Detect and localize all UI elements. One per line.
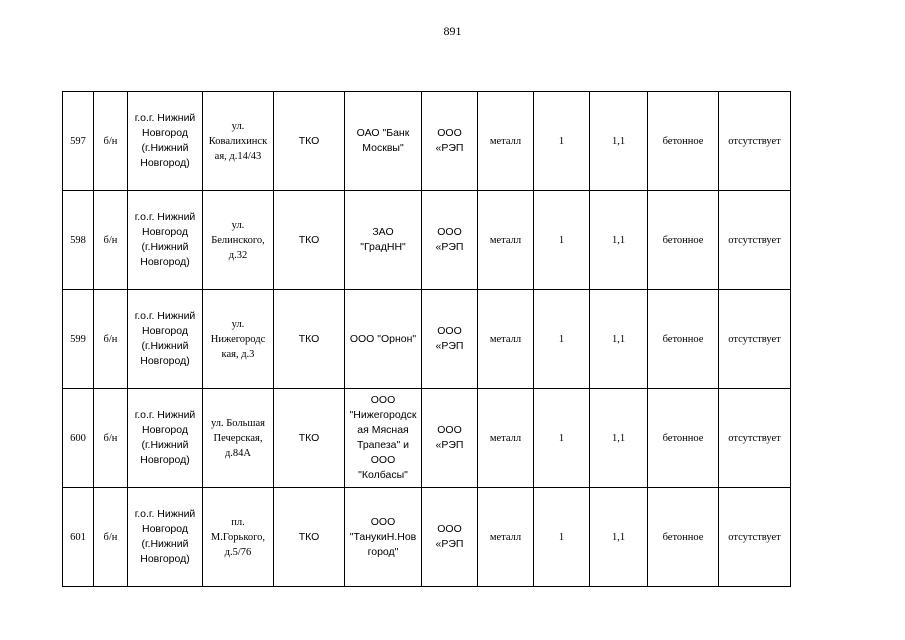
district-text: г.о.г. Нижний Новгород (г.Нижний Новгород) (134, 310, 196, 367)
fence-cell: отсутствует (719, 488, 791, 587)
page-number: 891 (443, 24, 462, 38)
row-number-cell: 599 (63, 290, 94, 389)
owner-text: ООО "Орнон" (349, 332, 417, 345)
operator-cell (422, 92, 478, 191)
address-text: ул. Большая Печерская, д.84А (210, 417, 266, 459)
base-cell: бетонное (648, 92, 719, 191)
waste-type-cell: ТКО (274, 191, 345, 290)
address-text: ул. Белинского, д.32 (211, 219, 265, 261)
volume-cell: 1,1 (590, 191, 648, 290)
waste-type-cell: ТКО (274, 290, 345, 389)
count-cell: 1 (534, 488, 590, 587)
district-text: г.о.г. Нижний Новгород (г.Нижний Новгород) (134, 211, 196, 268)
waste-site-registry-table (62, 91, 791, 587)
waste-type-cell: ТКО (274, 488, 345, 587)
base-cell: бетонное (648, 389, 719, 488)
table-row (63, 92, 791, 191)
owner-text: ОАО "Банк Москвы" (356, 127, 410, 154)
table-row (63, 389, 791, 488)
district-cell (128, 191, 203, 290)
fence-cell: отсутствует (719, 191, 791, 290)
base-cell: бетонное (648, 191, 719, 290)
owner-cell (345, 488, 422, 587)
base-cell: бетонное (648, 290, 719, 389)
waste-type-cell: ТКО (274, 389, 345, 488)
operator-cell (422, 389, 478, 488)
fence-cell: отсутствует (719, 290, 791, 389)
fence-cell: отсутствует (719, 92, 791, 191)
district-cell (128, 92, 203, 191)
operator-text: ООО «РЭП (435, 325, 464, 352)
address-text: ул. Нижегородс кая, д.3 (210, 318, 266, 360)
owner-cell (345, 290, 422, 389)
volume-cell: 1,1 (590, 92, 648, 191)
address-cell (203, 488, 274, 587)
district-cell (128, 488, 203, 587)
material-cell: металл (478, 92, 534, 191)
operator-text: ООО «РЭП (435, 523, 464, 550)
operator-text: ООО «РЭП (435, 226, 464, 253)
address-cell (203, 92, 274, 191)
address-cell (203, 389, 274, 488)
owner-text: ООО "ТанукиН.Нов город" (349, 515, 417, 558)
row-number-cell: 601 (63, 488, 94, 587)
operator-cell (422, 290, 478, 389)
material-cell: металл (478, 389, 534, 488)
table-row (63, 290, 791, 389)
bn-cell: б/н (94, 191, 128, 290)
row-number-cell: 597 (63, 92, 94, 191)
waste-type-cell: ТКО (274, 92, 345, 191)
bn-cell: б/н (94, 389, 128, 488)
operator-text: ООО «РЭП (435, 127, 464, 154)
material-cell: металл (478, 191, 534, 290)
owner-text: ЗАО "ГрадНН" (360, 226, 406, 253)
district-cell (128, 389, 203, 488)
operator-text: ООО «РЭП (435, 424, 464, 451)
count-cell: 1 (534, 290, 590, 389)
bn-cell: б/н (94, 290, 128, 389)
address-text: ул. Ковалихинск ая, д.14/43 (208, 120, 268, 162)
table-row (63, 488, 791, 587)
district-text: г.о.г. Нижний Новгород (г.Нижний Новгород) (134, 112, 196, 169)
volume-cell: 1,1 (590, 488, 648, 587)
owner-cell (345, 191, 422, 290)
material-cell: металл (478, 488, 534, 587)
owner-cell (345, 92, 422, 191)
owner-cell (345, 389, 422, 488)
district-text: г.о.г. Нижний Новгород (г.Нижний Новгород) (134, 409, 196, 466)
volume-cell: 1,1 (590, 290, 648, 389)
row-number-cell: 598 (63, 191, 94, 290)
base-cell: бетонное (648, 488, 719, 587)
district-text: г.о.г. Нижний Новгород (г.Нижний Новгород) (134, 508, 196, 565)
address-cell (203, 290, 274, 389)
bn-cell: б/н (94, 488, 128, 587)
operator-cell (422, 488, 478, 587)
count-cell: 1 (534, 191, 590, 290)
table-row (63, 191, 791, 290)
district-cell (128, 290, 203, 389)
operator-cell (422, 191, 478, 290)
address-text: пл. М.Горького, д.5/76 (210, 516, 266, 558)
material-cell: металл (478, 290, 534, 389)
owner-text: ООО "Нижегородск ая Мясная Трапеза" и ООО "Колбасы" (349, 394, 417, 481)
row-number-cell: 600 (63, 389, 94, 488)
fence-cell: отсутствует (719, 389, 791, 488)
address-cell (203, 191, 274, 290)
count-cell: 1 (534, 92, 590, 191)
bn-cell: б/н (94, 92, 128, 191)
volume-cell: 1,1 (590, 389, 648, 488)
count-cell: 1 (534, 389, 590, 488)
